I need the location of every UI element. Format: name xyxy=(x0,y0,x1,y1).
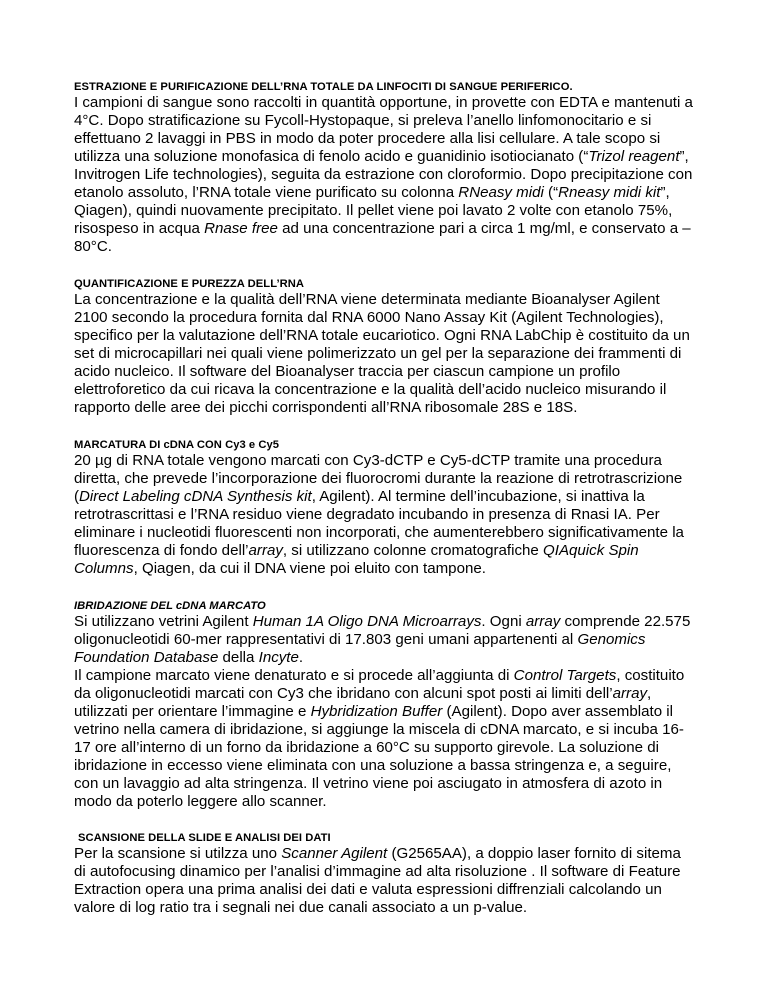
italic-text: Incyte xyxy=(258,649,299,666)
body-text: Per la scansione si utilzza uno xyxy=(74,845,282,862)
section-body xyxy=(74,613,694,811)
body-text: , Agilent). Al termine dell’incubazione, si inattiva la retrotrascrittasi e l’RNA residuo viene degradato incubando in presenza di Rnasi IA. Per eliminare i nucleotidi fluorescenti non incorporati, che aumenterebbero significativamente la fluorescenza di fondo dell’ xyxy=(74,488,684,559)
body-text: (G2565AA), a doppio laser fornito di sitema di autofocusing dinamico per l’analisi d’immagine ad alta risoluzione . Il software di Feature Extraction opera una prima analisi dei dati e valuta espressioni diffrenziali calcolando un valore di log ratio tra i segnali nei due canali associato a un p-value. xyxy=(74,845,681,916)
section-heading: ESTRAZIONE E PURIFICAZIONE DELL’RNA TOTALE DA LINFOCITI DI SANGUE PERIFERICO. xyxy=(74,81,573,93)
section-body xyxy=(74,452,694,578)
section-estrazione xyxy=(74,80,694,256)
italic-text: Human 1A Oligo DNA Microarrays xyxy=(252,613,482,630)
italic-text: Trizol reagent xyxy=(588,148,680,165)
italic-text: Scanner Agilent xyxy=(281,845,388,862)
body-text: . Ogni xyxy=(481,613,526,630)
section-marcatura xyxy=(74,438,694,578)
italic-text: Genomics Foundation Database xyxy=(74,631,646,666)
section-ibridazione xyxy=(74,599,694,811)
italic-text: Control Targets xyxy=(513,667,617,684)
body-text: I campioni di sangue sono raccolti in quantità opportune, in provette con EDTA e mantenuti a 4°C. Dopo stratificazione su Fycoll-Hystopaque, si preleva l’anello linfomonocitario e si effettuano 2 lavaggi in PBS in modo da poter procedere alla lisi cellulare. A tale scopo si utilizza una soluzione monofasica di fenolo acido e guanidinio isotiocianato (“ xyxy=(74,94,693,165)
document-page xyxy=(74,80,694,917)
italic-text: Direct Labeling cDNA Synthesis kit xyxy=(79,488,312,505)
body-text: comprende 22.575 oligonucleotidi 60-mer rappresentativi di 17.803 geni umani appartenenti al xyxy=(74,613,691,648)
body-text: , Qiagen, da cui il DNA viene poi eluito con tampone. xyxy=(133,560,486,577)
italic-text: Hybridization Buffer xyxy=(310,703,443,720)
body-text: ”, Qiagen), quindi nuovamente precipitato. Il pellet viene poi lavato 2 volte con etanolo 75%, risospeso in acqua xyxy=(74,184,673,237)
italic-text: array xyxy=(525,613,561,630)
body-text: ”, Invitrogen Life technologies), seguita da estrazione con cloroformio. Dopo precipitazione con etanolo assoluto, l’RNA totale viene purificato su colonna xyxy=(74,148,693,201)
body-text: Si utilizzano vetrini Agilent xyxy=(74,613,253,630)
italic-text: array xyxy=(612,685,648,702)
body-text: , costituito da oligonucleotidi marcati con Cy3 che ibridano con alcuni spot posti ai limiti dell’ xyxy=(74,667,685,702)
section-scansione xyxy=(74,831,694,917)
body-text: 20 µg di RNA totale vengono marcati con Cy3-dCTP e Cy5-dCTP tramite una procedura diretta, che prevede l’incorporazione dei fluorocromi durante la reazione di retrotrascrizione ( xyxy=(74,452,683,505)
section-quantificazione xyxy=(74,277,694,417)
italic-text: RNeasy midi xyxy=(458,184,544,201)
body-text: (Agilent). Dopo aver assemblato il vetrino nella camera di ibridazione, si aggiunge la miscela di cDNA marcato, e si incuba 16-17 ore all’interno di un forno da ibridazione a 60°C su supporto girevole. La soluzione di ibridazione in eccesso viene eliminata con una soluzione a bassa stringenza e, a seguire, con un lavaggio ad alta stringenza. Il vetrino viene poi asciugato in atmosfera di azoto in modo da poterlo leggere allo scanner. xyxy=(74,703,684,810)
section-heading: MARCATURA DI cDNA CON Cy3 e Cy5 xyxy=(74,439,280,451)
section-heading: SCANSIONE DELLA SLIDE E ANALISI DEI DATI xyxy=(78,832,331,844)
section-heading: IBRIDAZIONE DEL cDNA MARCATO xyxy=(74,600,266,612)
section-body xyxy=(74,845,694,917)
body-text: La concentrazione e la qualità dell’RNA viene determinata mediante Bioanalyser Agilent 2100 secondo la procedura fornita dal RNA 6000 Nano Assay Kit (Agilent Technologies), specifico per la valutazione dell’RNA totale eucariotico. Ogni RNA LabChip è costituito da un set di microcapillari nei quali viene polimerizzato un gel per la separazione dei frammenti di acido nucleico. Il software del Bioanalyser traccia per ciascun campione un profilo elettroforetico da cui ricava la concentrazione e la qualità dell’acido nucleico misurando il rapporto delle aree dei picchi corrispondenti all’RNA ribosomale 28S e 18S. xyxy=(74,291,690,416)
body-text: della xyxy=(218,649,259,666)
section-heading: QUANTIFICAZIONE E PUREZZA DELL’RNA xyxy=(74,278,305,290)
italic-text: Rneasy midi kit xyxy=(558,184,661,201)
italic-text: QIAquick Spin Columns xyxy=(74,542,639,577)
body-text: Il campione marcato viene denaturato e si procede all’aggiunta di xyxy=(74,667,514,684)
section-body xyxy=(74,291,694,417)
section-body xyxy=(74,94,694,256)
body-text: ad una concentrazione pari a circa 1 mg/ml, e conservato a –80°C. xyxy=(74,220,691,255)
body-text: . xyxy=(298,649,304,666)
body-text: , si utilizzano colonne cromatografiche xyxy=(282,542,544,559)
body-text: , utilizzati per orientare l’immagine e xyxy=(74,685,652,720)
italic-text: Rnase free xyxy=(204,220,278,237)
italic-text: array xyxy=(248,542,283,559)
body-text: (“ xyxy=(543,184,559,201)
